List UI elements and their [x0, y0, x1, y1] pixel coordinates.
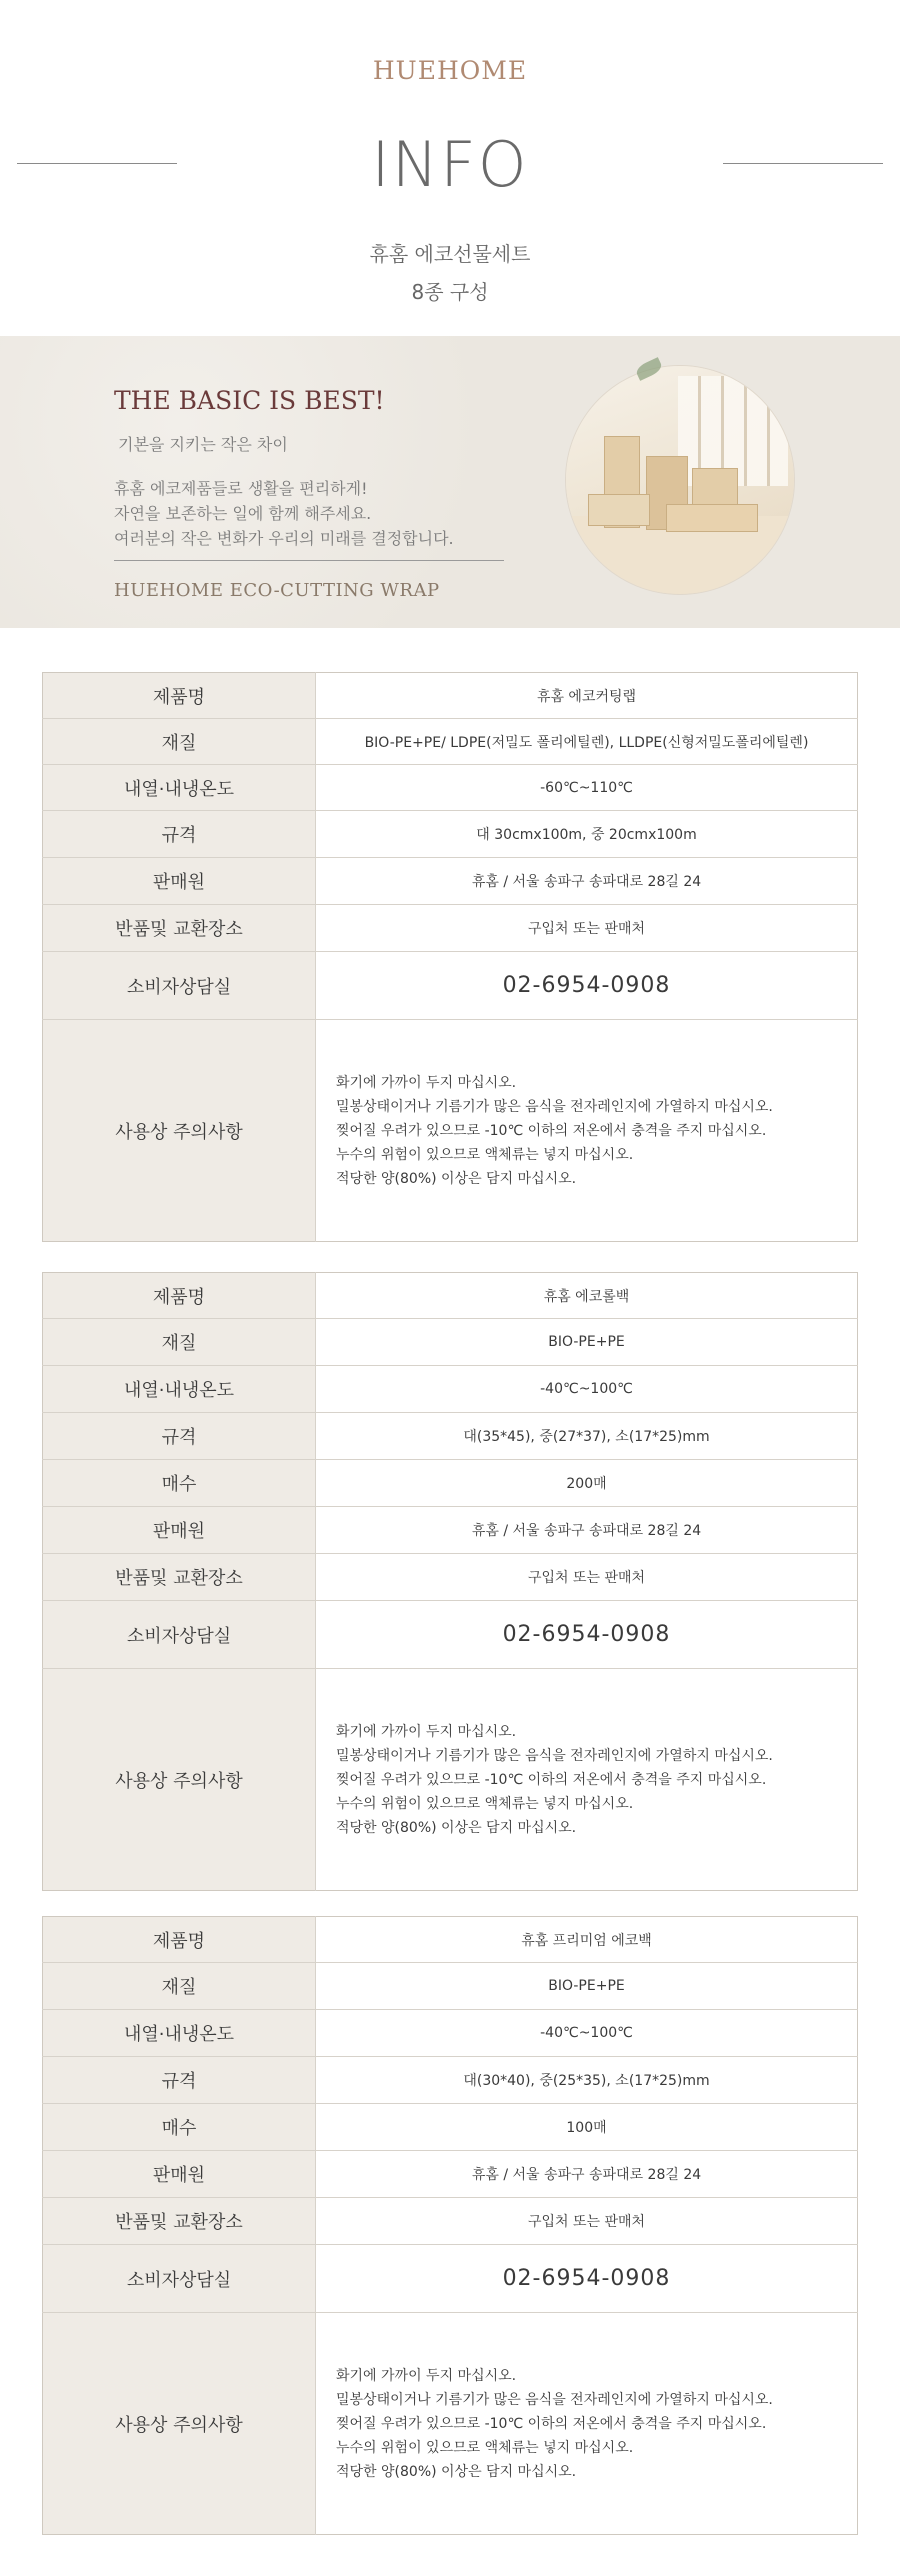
row-label: 매수 [43, 2104, 316, 2151]
row-label: 사용상 주의사항 [43, 1669, 316, 1891]
row-label: 규격 [43, 811, 316, 858]
page-title: INFO [371, 128, 529, 201]
row-label: 규격 [43, 2057, 316, 2104]
note-line: 적당한 양(80%) 이상은 담지 마십시오. [336, 1819, 577, 1836]
page-header [0, 0, 900, 336]
banner-line: 자연을 보존하는 일에 함께 해주세요. [114, 504, 372, 523]
caution-notes [316, 1669, 858, 1891]
table-row [43, 2151, 858, 2198]
row-label: 매수 [43, 1460, 316, 1507]
table-row [43, 1273, 858, 1319]
product-info-table-1 [42, 672, 858, 1242]
row-label: 규격 [43, 1413, 316, 1460]
note-line: 누수의 위험이 있으므로 액체류는 넣지 마십시오. [336, 1146, 634, 1163]
table-row [43, 1507, 858, 1554]
table-row [43, 2198, 858, 2245]
product-box [588, 494, 650, 526]
note-line: 화기에 가까이 두지 마십시오. [336, 2367, 517, 2384]
row-label: 판매원 [43, 858, 316, 905]
banner-line: 여러분의 작은 변화가 우리의 미래를 결정합니다. [114, 529, 454, 548]
table-row [43, 673, 858, 719]
table-row [43, 858, 858, 905]
note-line: 찢어질 우려가 있으므로 -10℃ 이하의 저온에서 충격을 주지 마십시오. [336, 1122, 767, 1139]
table-row [43, 719, 858, 765]
table-row [43, 2010, 858, 2057]
row-label: 제품명 [43, 1917, 316, 1963]
row-label: 내열·내냉온도 [43, 1366, 316, 1413]
subtitle-product-set: 휴홈 에코선물세트 [369, 242, 531, 266]
row-value: 휴홈 에코롤백 [543, 1288, 630, 1305]
note-line: 찢어질 우려가 있으므로 -10℃ 이하의 저온에서 충격을 주지 마십시오. [336, 2415, 767, 2432]
product-photo [566, 366, 794, 594]
note-line: 밀봉상태이거나 기름기가 많은 음식을 전자레인지에 가열하지 마십시오. [336, 1747, 773, 1764]
note-line: 찢어질 우려가 있으므로 -10℃ 이하의 저온에서 충격을 주지 마십시오. [336, 1771, 767, 1788]
row-value: -40℃~100℃ [316, 2010, 858, 2057]
table-row [43, 2057, 858, 2104]
table-row [43, 1413, 858, 1460]
row-label: 제품명 [43, 1273, 316, 1319]
row-label: 판매원 [43, 2151, 316, 2198]
table-row [43, 1020, 858, 1242]
table-row [43, 1319, 858, 1366]
row-label: 소비자상담실 [43, 952, 316, 1020]
row-value: 구입처 또는 판매처 [316, 1554, 858, 1601]
row-label: 소비자상담실 [43, 2245, 316, 2313]
table-row [43, 765, 858, 811]
note-line: 적당한 양(80%) 이상은 담지 마십시오. [336, 2463, 577, 2480]
table-row [43, 2104, 858, 2151]
table-row [43, 1366, 858, 1413]
row-value: 200매 [316, 1460, 858, 1507]
phone-number: 02-6954-0908 [316, 1601, 858, 1669]
table-row [43, 811, 858, 858]
banner-title: THE BASIC IS BEST! [114, 386, 385, 415]
row-value: -40℃~100℃ [316, 1366, 858, 1413]
row-label: 재질 [43, 1963, 316, 2010]
row-value: 대(30*40), 중(25*35), 소(17*25)mm [316, 2057, 858, 2104]
row-label: 사용상 주의사항 [43, 2313, 316, 2535]
table-row [43, 1963, 858, 2010]
row-label: 반품및 교환장소 [43, 905, 316, 952]
row-value: BIO-PE+PE [316, 1319, 858, 1366]
brand-name: HUEHOME [372, 56, 528, 85]
row-label: 내열·내냉온도 [43, 2010, 316, 2057]
row-value: 대 30cmx100m, 중 20cmx100m [316, 811, 858, 858]
note-line: 누수의 위험이 있으므로 액체류는 넣지 마십시오. [336, 2439, 634, 2456]
table-row [43, 952, 858, 1020]
table-row [43, 2245, 858, 2313]
note-line: 화기에 가까이 두지 마십시오. [336, 1074, 517, 1091]
row-label: 내열·내냉온도 [43, 765, 316, 811]
row-value: 구입처 또는 판매처 [316, 2198, 858, 2245]
note-line: 누수의 위험이 있으므로 액체류는 넣지 마십시오. [336, 1795, 634, 1812]
row-value: 휴홈 / 서울 송파구 송파대로 28길 24 [316, 858, 858, 905]
row-value: 휴홈 프리미엄 에코백 [521, 1932, 652, 1949]
table-row [43, 2313, 858, 2535]
subtitle-composition: 8종 구성 [411, 280, 489, 304]
caution-notes [316, 1020, 858, 1242]
row-value: 100매 [316, 2104, 858, 2151]
row-label: 반품및 교환장소 [43, 1554, 316, 1601]
banner-subtitle: 기본을 지키는 작은 차이 [118, 435, 288, 454]
caution-notes [316, 2313, 858, 2535]
phone-number: 02-6954-0908 [316, 952, 858, 1020]
phone-number: 02-6954-0908 [316, 2245, 858, 2313]
row-label: 사용상 주의사항 [43, 1020, 316, 1242]
note-line: 밀봉상태이거나 기름기가 많은 음식을 전자레인지에 가열하지 마십시오. [336, 2391, 773, 2408]
row-label: 재질 [43, 1319, 316, 1366]
note-line: 적당한 양(80%) 이상은 담지 마십시오. [336, 1170, 577, 1187]
table-row [43, 1669, 858, 1891]
banner-line: 휴홈 에코제품들로 생활을 편리하게! [114, 479, 368, 498]
row-label: 판매원 [43, 1507, 316, 1554]
row-value: 휴홈 / 서울 송파구 송파대로 28길 24 [316, 1507, 858, 1554]
row-label: 소비자상담실 [43, 1601, 316, 1669]
row-value: 휴홈 / 서울 송파구 송파대로 28길 24 [316, 2151, 858, 2198]
row-label: 재질 [43, 719, 316, 765]
divider-right [723, 163, 883, 164]
note-line: 화기에 가까이 두지 마십시오. [336, 1723, 517, 1740]
table-row [43, 1554, 858, 1601]
product-info-table-3 [42, 1916, 858, 2535]
banner-footer: HUEHOME ECO-CUTTING WRAP [114, 580, 440, 601]
table-row [43, 905, 858, 952]
product-box [666, 504, 758, 532]
row-value: -60℃~110℃ [316, 765, 858, 811]
note-line: 밀봉상태이거나 기름기가 많은 음식을 전자레인지에 가열하지 마십시오. [336, 1098, 773, 1115]
product-info-table-2 [42, 1272, 858, 1891]
row-label: 반품및 교환장소 [43, 2198, 316, 2245]
promo-banner [0, 336, 900, 628]
row-value: BIO-PE+PE/ LDPE(저밀도 폴리에틸렌), LLDPE(신형저밀도폴리에틸렌) [316, 719, 858, 765]
row-value: 대(35*45), 중(27*37), 소(17*25)mm [316, 1413, 858, 1460]
table-row [43, 1460, 858, 1507]
table-row [43, 1601, 858, 1669]
row-label: 제품명 [43, 673, 316, 719]
row-value: 휴홈 에코커팅랩 [536, 688, 637, 705]
banner-divider [114, 560, 504, 561]
row-value: BIO-PE+PE [316, 1963, 858, 2010]
row-value: 구입처 또는 판매처 [316, 905, 858, 952]
table-row [43, 1917, 858, 1963]
